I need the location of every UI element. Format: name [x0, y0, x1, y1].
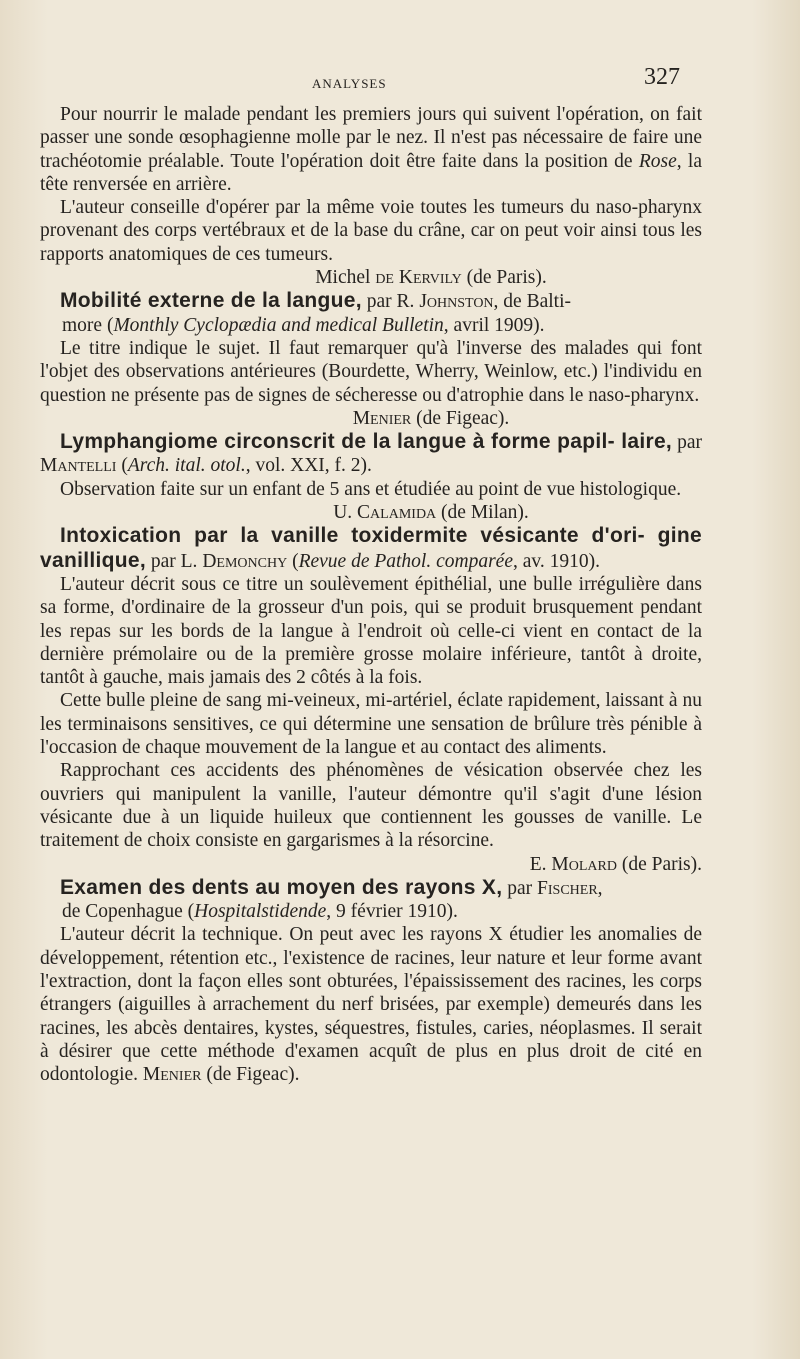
entry-heading: Intoxication par la vanille toxidermite vésicante d'ori- gine vanillique, par L. Demonchy (Revue de Pathol. comparée, av. 1910).: [40, 524, 702, 572]
body-text: [40, 103, 702, 1086]
entry-heading: Examen des dents au moyen des rayons X, par Fischer, de Copenhague (Hospitalstidende, 9 février 1910).: [60, 875, 603, 923]
signature: Menier (de Figeac).: [352, 407, 510, 429]
signature: E. Molard (de Paris).: [529, 853, 702, 875]
entry-heading: Mobilité externe de la langue, par R. Johnston, de Balti- more (Monthly Cyclopædia and medical Bulletin, avril 1909).: [60, 289, 571, 336]
entry-heading: Lymphangiome circonscrit de la langue à forme papil- laire, par Mantelli (Arch. ital. otol., vol. XXI, f. 2).: [40, 430, 702, 477]
paragraph: Le titre indique le sujet. Il faut remarquer qu'à l'inverse des malades qui font l'objet des observations antérieures (Bourdette, Wherry, Weinlow, etc.) l'individu en question ne présente pas de signes de sécheresse ou d'atrophie dans le naso-pharynx.: [40, 337, 702, 406]
paragraph: L'auteur décrit la technique. On peut avec les rayons X étudier les anomalies de développement, rétention etc., l'existence de racines, leur nature et leur forme avant l'extraction, dont la façon elles sont obturées, l'épaississement des racines, les corps étrangers (aiguilles à arrachement du nerf brisées, par exemple) demeurés dans les racines, les abcès dentaires, kystes, séquestres, fistules, caries, néoplasmes. Il serait à désirer que cette méthode d'examen acquît de plus en plus droit de cité en odontologie. Menier (de Figeac).: [40, 924, 702, 1086]
signature: U. Calamida (de Milan).: [333, 502, 529, 524]
page-number: 327: [644, 64, 680, 90]
paragraph: Observation faite sur un enfant de 5 ans et étudiée au point de vue histologique.: [60, 478, 682, 500]
paragraph: Rapprochant ces accidents des phénomènes de vésication observée chez les ouvriers qui manipulent la vanille, l'auteur démontre qu'il s'agit d'une lésion vésicante due à un liquide huileux que contiennent les gousses de vanille. Le traitement de choix consiste en gargarismes à la résorcine.: [40, 760, 702, 852]
paragraph: L'auteur décrit sous ce titre un soulèvement épithélial, une bulle irrégulière dans sa forme, d'ordinaire de la grosseur d'un pois, qui se produit brusquement pendant les repas sur les bords de la langue à l'endroit où celle-ci vient en contact de la dernière prémolaire ou de la première grosse molaire inférieure, tantôt à droite, tantôt à gauche, mais jamais des 2 côtés à la fois.: [40, 573, 702, 689]
paragraph: Cette bulle pleine de sang mi-veineux, mi-artériel, éclate rapidement, laissant à nu les terminaisons sensitives, ce qui détermine une sensation de brûlure très pénible à l'occasion de chaque mouvement de la langue et au contact des aliments.: [40, 690, 702, 759]
signature: Michel de Kervily (de Paris).: [315, 267, 547, 289]
paragraph: L'auteur conseille d'opérer par la même voie toutes les tumeurs du naso-pharynx provenant des corps vertébraux et de la base du crâne, car on peut voir ainsi tous les rapports anatomiques de ces tumeurs.: [40, 197, 702, 265]
page-header: [40, 64, 680, 94]
running-title: ANALYSES: [312, 76, 387, 91]
paragraph: Pour nourrir le malade pendant les premiers jours qui suivent l'opération, on fait passer une sonde œsophagienne molle par le nez. Il n'est pas nécessaire de faire une trachéotomie préalable. Toute l'opération doit être faite dans la position de Rose, la tête renversée en arrière.: [40, 104, 702, 195]
